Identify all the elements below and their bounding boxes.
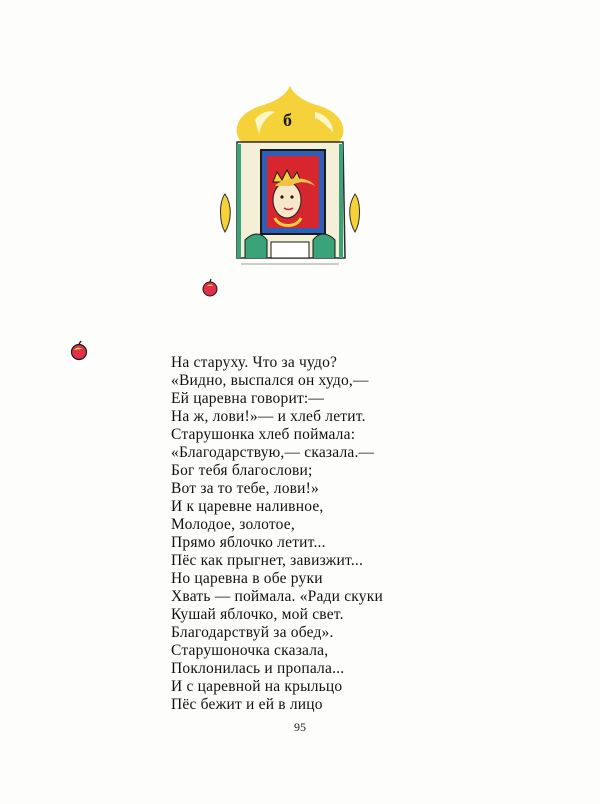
poem-line: Хвать — поймала. «Ради скуки (171, 588, 383, 605)
poem-line: Старушоночка сказала, (171, 642, 329, 659)
page-number: 95 (294, 720, 306, 734)
poem-line: Вот за то тебе, лови!» (171, 480, 319, 497)
poem-line: Старушонка хлеб поймала: (171, 426, 356, 443)
poem-line: Но царевна в обе руки (171, 570, 323, 587)
poem-line: И с царевной на крыльцо (171, 678, 343, 695)
poem-line: Поклонилась и пропала... (171, 660, 345, 677)
poem-line: Благодарствуй за обед». (171, 624, 334, 641)
poem-line: «Благодарствую,— сказала.— (171, 444, 375, 461)
poem-line: Ей царевна говорит:— (171, 390, 325, 407)
poem-line: Кушай яблочко, мой свет. (171, 606, 344, 623)
poem-line: Пёс как прыгнет, завизжит... (171, 552, 364, 569)
apple-icon-left (68, 340, 90, 362)
poem-line: На старуху. Что за чудо? (171, 354, 338, 371)
poem-line: На ж, лови!»— и хлеб летит. (171, 408, 366, 425)
apple-icon (200, 278, 220, 298)
poem-line: Молодое, золотое, (171, 516, 295, 533)
terem-tower-illustration (215, 82, 365, 282)
poem-line: И к царевне наливное, (171, 498, 324, 515)
poem-line: Пёс бежит и ей в лицо (171, 696, 323, 713)
poem-line: Прямо яблочко летит... (171, 534, 326, 551)
poem-line: «Видно, выспался он худо,— (171, 372, 369, 389)
poem-line: Бог тебя благослови; (171, 462, 313, 479)
poem-text (171, 354, 471, 714)
ornament-letter: б (283, 110, 292, 130)
